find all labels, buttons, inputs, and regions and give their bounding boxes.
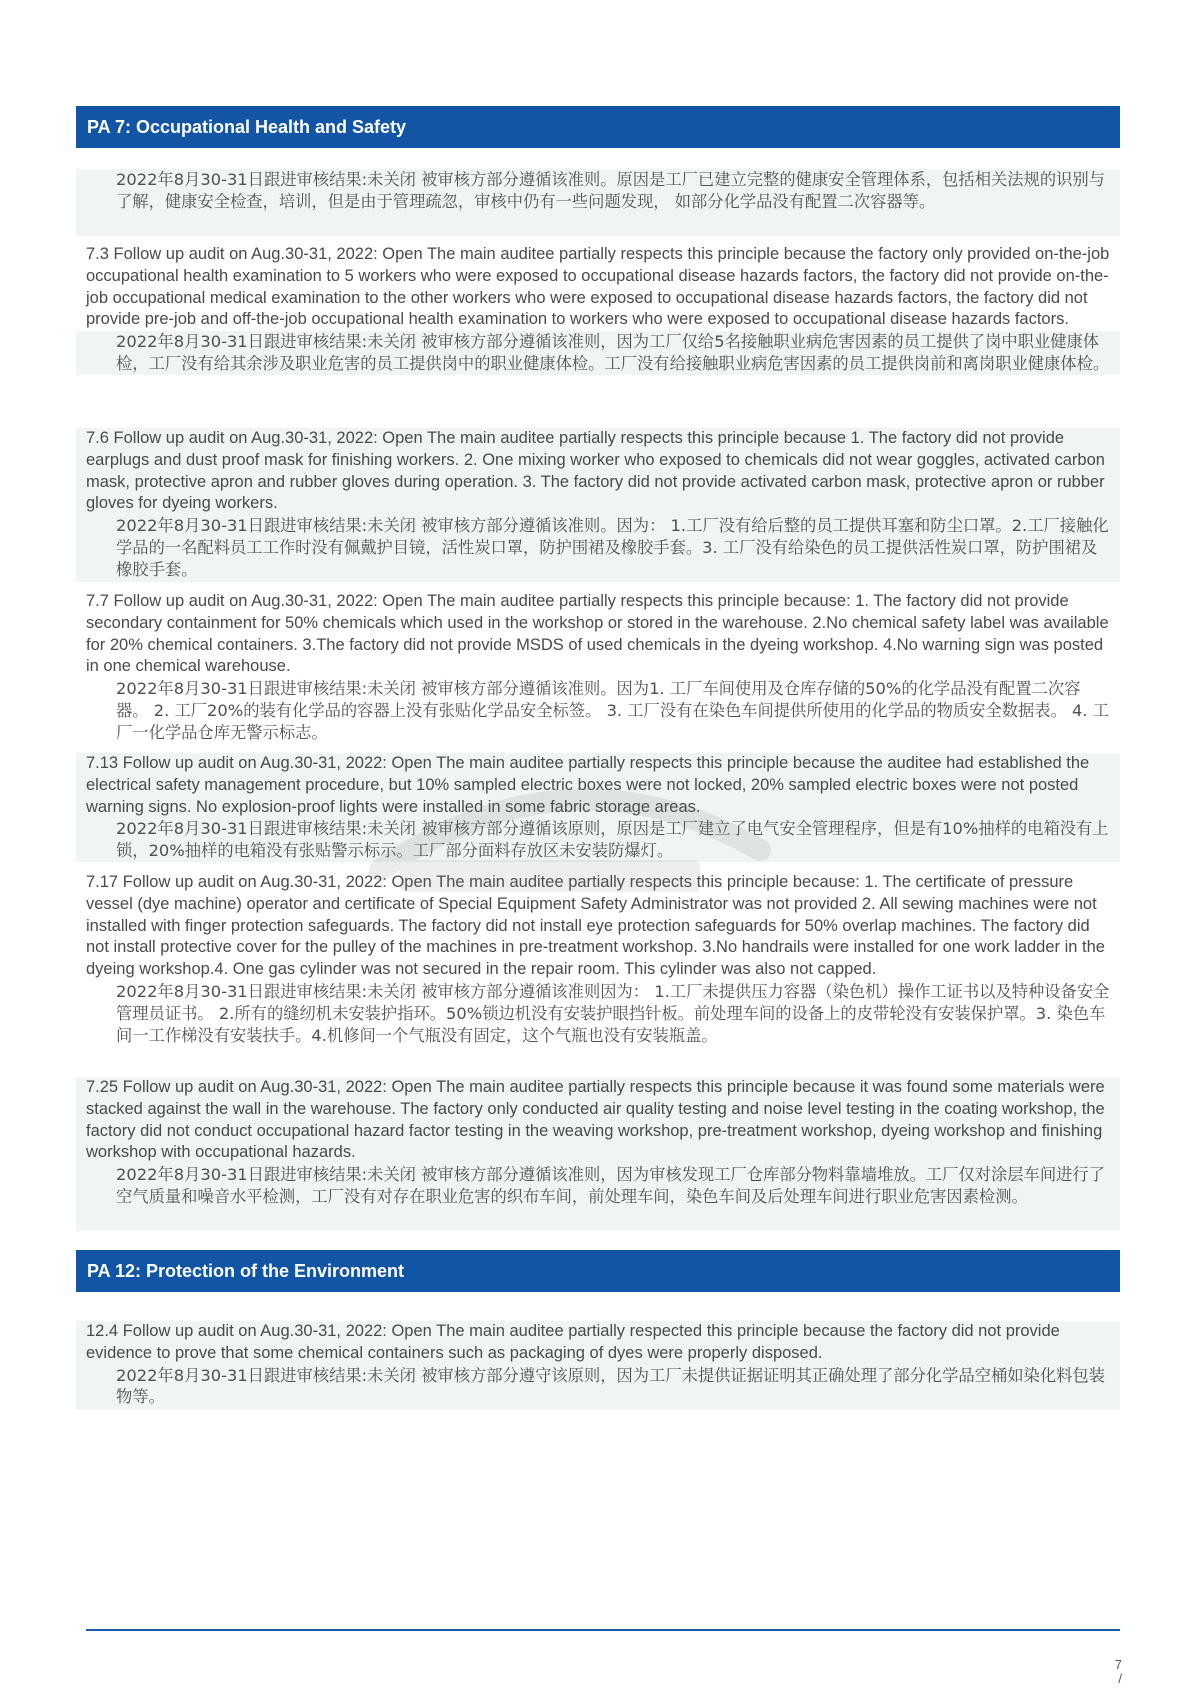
- finding-text-zh: 2022年8月30-31日跟进审核结果:未关闭 被审核方部分遵循该准则因为： 1.工厂未提供压力容器（染色机）操作工证书以及特种设备安全管理员证书。 2.所有的缝纫机未安装护指环。50%锁边机没有安装护眼挡针板。前处理车间的设备上的皮带轮没有安装保护罩。3. 染色车间一工作梯没有安装扶手。4.机修间一个气瓶没有固定，这个气瓶也没有安装瓶盖。: [116, 981, 1110, 1045]
- finding-block-7-3: [76, 244, 1120, 420]
- finding-text-en: 7.6 Follow up audit on Aug.30-31, 2022: Open The main auditee partially respects this principle because 1. The factory did not provide earplugs and dust proof mask for finishing workers. 2. One mixing worker who exposed to chemicals did not wear goggles, activated carbon mask, protective apron and rubber gloves during operation. 3. The factory did not provide activated carbon mask, protective apron or rubber gloves for dyeing workers.: [86, 429, 1105, 513]
- finding-text-zh: 2022年8月30-31日跟进审核结果:未关闭 被审核方部分遵循该准则。因为1. 工厂车间使用及仓库存储的50%的化学品没有配置二次容器。 2. 工厂20%的装有化学品的容器上没有张贴化学品安全标签。 3. 工厂没有在染色车间提供所使用的化学品的物质安全数据表。 4. 工厂一化学品仓库无警示标志。: [116, 679, 1110, 742]
- finding-block-7-6: [76, 428, 1120, 582]
- finding-text-en: 7.7 Follow up audit on Aug.30-31, 2022: Open The main auditee partially respects this principle because: 1. The factory did not provide secondary containment for 50% chemicals which used in the workshop or stored in the warehouse. 2.No chemical safety label was available for 20% chemical containers. 3.The factory did not provide MSDS of used chemicals in the dyeing workshop. 4.No warning sign was posted in one chemical warehouse.: [86, 592, 1109, 676]
- finding-block-7-17: [76, 872, 1120, 1069]
- footer-rule: [86, 1629, 1120, 1631]
- finding-text-en: 7.13 Follow up audit on Aug.30-31, 2022: Open The main auditee partially respects this principle because the auditee had established the electrical safety management procedure, but 10% sampled electric boxes were not locked, 20% sampled electric boxes were not posted warning signs. No explosion-proof lights were installed in some fabric storage areas.: [86, 754, 1090, 816]
- page-number: 7 /: [1114, 1657, 1122, 1686]
- finding-text-en: 7.17 Follow up audit on Aug.30-31, 2022: Open The main auditee partially respects this principle because: 1. The certificate of pressure vessel (dye machine) operator and certificate of Special Equipment Safety Administrator was not provided 2. All sewing machines were not installed with finger protection safeguards. The factory did not install eye protection safeguards for 50% overlap machines. The factory did not install protective cover for the pulley of the machines in pre-treatment workshop. 3.No handrails were installed for one work ladder in the dyeing workshop.4. One gas cylinder was not secured in the repair room. This cylinder was also not capped.: [86, 873, 1105, 979]
- finding-text-en: 7.25 Follow up audit on Aug.30-31, 2022: Open The main auditee partially respects this principle because it was found some materials were stacked against the wall in the warehouse. The factory only conducted air quality testing and noise level testing in the coating workshop, the factory did not conduct occupational hazard factor testing in the weaving workshop, pre-treatment workshop, dyeing workshop and finishing workshop with occupational hazards.: [86, 1078, 1105, 1162]
- finding-text-en: 7.3 Follow up audit on Aug.30-31, 2022: Open The main auditee partially respects this principle because the factory only provided on-the-job occupational health examination to 5 workers who were exposed to occupational disease hazards factors, the factory did not provide on-the-job occupational medical examination to the other workers who were exposed to occupational disease hazards factors, the factory did not provide pre-job and off-the-job occupational health examination to workers who were exposed to occupational disease hazards factors.: [86, 245, 1110, 329]
- finding-block-7-13: [76, 753, 1120, 862]
- section-header-pa12: PA 12: Protection of the Environment: [76, 1250, 1120, 1292]
- section-header-pa7: PA 7: Occupational Health and Safety: [76, 106, 1120, 148]
- finding-text-zh: 2022年8月30-31日跟进审核结果:未关闭 被审核方部分遵循该准则。原因是工厂已建立完整的健康安全管理体系，包括相关法规的识别与了解，健康安全检查，培训，但是由于管理疏忽，审核中仍有一些问题发现， 如部分化学品没有配置二次容器等。: [116, 170, 1105, 211]
- finding-block-7-25: [76, 1077, 1120, 1231]
- finding-text-zh: 2022年8月30-31日跟进审核结果:未关闭 被审核方部分遵守该原则，因为工厂未提供证据证明其正确处理了部分化学品空桶如染化料包装物等。: [116, 1365, 1105, 1407]
- finding-text-en: 12.4 Follow up audit on Aug.30-31, 2022: Open The main auditee partially respected this principle because the factory did not provide evidence to prove that some chemical containers such as packaging of dyes were properly disposed.: [86, 1322, 1060, 1362]
- finding-block-summary: [76, 169, 1120, 236]
- finding-block-7-7: [76, 591, 1120, 744]
- finding-block-12-4: [76, 1321, 1120, 1410]
- finding-text-zh: 2022年8月30-31日跟进审核结果:未关闭 被审核方部分遵循该准则，因为工厂仅给5名接触职业病危害因素的员工提供了岗中职业健康体检，工厂没有给其余涉及职业危害的员工提供岗中的职业健康体检。工厂没有给接触职业病危害因素的员工提供岗前和离岗职业健康体检。: [76, 331, 1120, 375]
- finding-text-zh: 2022年8月30-31日跟进审核结果:未关闭 被审核方部分遵循该准则，因为审核发现工厂仓库部分物料靠墙堆放。工厂仅对涂层车间进行了空气质量和噪音水平检测，工厂没有对存在职业危害的织布车间，前处理车间，染色车间及后处理车间进行职业危害因素检测。: [116, 1165, 1105, 1206]
- finding-text-zh: 2022年8月30-31日跟进审核结果:未关闭 被审核方部分遵循该准则。因为： 1.工厂没有给后整的员工提供耳塞和防尘口罩。2.工厂接触化学品的一名配料员工工作时没有佩戴护目镜，活性炭口罩，防护围裙及橡胶手套。3. 工厂没有给染色的员工提供活性炭口罩，防护围裙及橡胶手套。: [116, 516, 1109, 579]
- finding-text-zh: 2022年8月30-31日跟进审核结果:未关闭 被审核方部分遵循该原则，原因是工厂建立了电气安全管理程序，但是有10%抽样的电箱没有上锁，20%抽样的电箱没有张贴警示标示。工厂部分面料存放区未安装防爆灯。: [116, 819, 1109, 861]
